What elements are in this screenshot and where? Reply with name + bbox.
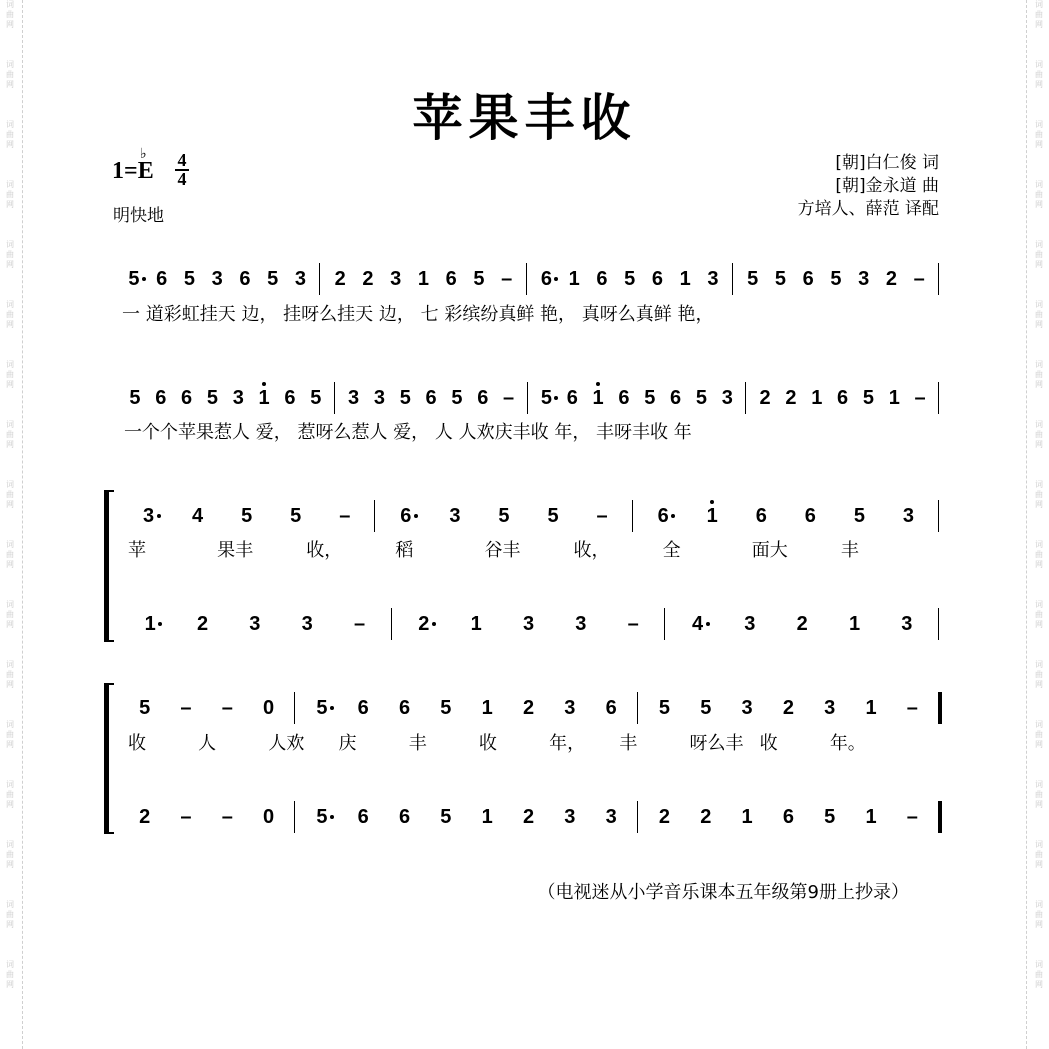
high-octave-dot (262, 382, 266, 386)
jianpu-note: 6 (155, 387, 167, 409)
jianpu-note: 6 (755, 505, 767, 527)
jianpu-note: 6 (596, 268, 608, 290)
barline (938, 263, 939, 295)
jianpu-note: 3 (575, 613, 587, 635)
jianpu-note: 3 (301, 613, 313, 635)
jianpu-note: – (221, 806, 233, 828)
jianpu-note: 6 (357, 806, 369, 828)
watermark-text: 词 曲 网 词 曲 网 词 曲 网 词 曲 网 词 曲 网 词 曲 网 词 曲 网 词 曲 网 词 曲 网 词 曲 网 词 曲 网 词 曲 网 词 曲 网 词 曲 网 词 曲 网 词 曲 网 词 曲 网 (6, 0, 14, 989)
system-4-lyrics: 人欢 (268, 733, 305, 754)
jianpu-note: 5 (498, 505, 510, 527)
augmentation-dot (706, 622, 710, 626)
jianpu-note: 1 (679, 268, 691, 290)
brace-bottom (104, 634, 114, 642)
jianpu-note: 6 (156, 268, 168, 290)
jianpu-note: 4 (691, 613, 704, 635)
system-4-lyrics: 丰 (408, 733, 427, 754)
barline (732, 263, 733, 295)
system-2-lyrics: 一个个苹果惹人 爱， 惹呀么惹人 爱， 人 人欢庆丰收 年， 丰呀丰收 年 (124, 422, 692, 443)
jianpu-note: 6 (804, 505, 816, 527)
jianpu-note: 5 (241, 505, 253, 527)
time-signature (173, 152, 191, 188)
system-3-lyrics: 果丰 (217, 540, 254, 561)
barline (294, 692, 295, 724)
jianpu-note: 3 (522, 613, 535, 635)
augmentation-dot (671, 514, 675, 518)
jianpu-note: 5 (139, 697, 151, 719)
barline (527, 382, 528, 414)
jianpu-note: 2 (700, 806, 712, 828)
system-4-lyrics: 呀么丰 (689, 733, 744, 754)
jianpu-note: 6 (357, 697, 369, 719)
right-watermark-strip (1026, 0, 1049, 1049)
jianpu-note: 5 (547, 505, 559, 527)
jianpu-note: 5 (290, 505, 302, 527)
jianpu-note: 1 (865, 697, 877, 719)
jianpu-note: 5 (473, 268, 485, 290)
barline (637, 801, 638, 833)
jianpu-note: 3 (294, 268, 306, 290)
augmentation-dot (330, 706, 334, 710)
jianpu-note: 6 (782, 806, 794, 828)
system-3-lyrics: 面大 (751, 540, 788, 561)
jianpu-note: 5 (695, 387, 707, 409)
jianpu-note: 3 (373, 387, 385, 409)
system-4-lyrics: 收 (478, 733, 497, 754)
jianpu-note: 5 (774, 268, 786, 290)
jianpu-note: 3 (741, 697, 753, 719)
jianpu-note: 5 (316, 697, 328, 719)
jianpu-note: 6 (802, 268, 814, 290)
lyricist-credit: [朝]白仁俊 词 (835, 153, 939, 173)
jianpu-note: – (906, 697, 918, 719)
time-signature-top: 4 (177, 150, 187, 170)
system-4-lyrics: 收 (759, 733, 778, 754)
jianpu-note: 6 (540, 268, 552, 290)
system-3-lyrics: 稻 (395, 540, 414, 561)
system-4-lyrics: 丰 (619, 733, 638, 754)
jianpu-note: 6 (605, 697, 617, 719)
left-watermark-strip (0, 0, 23, 1049)
system-brace (104, 683, 109, 832)
barline (391, 608, 392, 640)
jianpu-note: 5 (700, 697, 712, 719)
jianpu-note: 6 (477, 387, 489, 409)
jianpu-note: 6 (618, 387, 630, 409)
jianpu-note: 5 (853, 505, 865, 527)
augmentation-dot (554, 277, 558, 281)
barline (294, 801, 295, 833)
jianpu-note: 2 (759, 387, 771, 409)
augmentation-dot (330, 815, 334, 819)
jianpu-note: 5 (267, 268, 279, 290)
jianpu-note: 5 (206, 387, 218, 409)
jianpu-note: 6 (425, 387, 437, 409)
jianpu-note: – (596, 505, 608, 527)
barline (526, 263, 527, 295)
jianpu-note: 2 (658, 806, 670, 828)
jianpu-note: 3 (707, 268, 719, 290)
jianpu-note: 3 (449, 505, 461, 527)
jianpu-note: 3 (142, 505, 155, 527)
jianpu-note: 1 (741, 806, 753, 828)
jianpu-note: 3 (564, 697, 576, 719)
augmentation-dot (432, 622, 436, 626)
jianpu-note: 6 (398, 806, 411, 828)
jianpu-note: 4 (192, 505, 204, 527)
jianpu-note: – (503, 387, 515, 409)
jianpu-note: 6 (284, 387, 296, 409)
jianpu-note: 5 (451, 387, 463, 409)
jianpu-note: – (914, 387, 926, 409)
jianpu-note: 1 (481, 697, 493, 719)
jianpu-note: 3 (564, 806, 576, 828)
brace-top (104, 683, 114, 691)
jianpu-note: 1 (706, 505, 718, 527)
jianpu-note: 1 (568, 268, 580, 290)
jianpu-note: 1 (888, 387, 900, 409)
jianpu-note: 5 (399, 387, 411, 409)
jianpu-note: 1 (592, 387, 604, 409)
jianpu-note: 5 (316, 806, 328, 828)
jianpu-note: 5 (310, 387, 322, 409)
composer-credit: [朝]金永道 曲 (835, 176, 939, 196)
barline (637, 692, 638, 724)
jianpu-note: 2 (796, 613, 808, 635)
jianpu-note: 3 (901, 613, 913, 635)
song-title: 苹果丰收 (412, 88, 637, 147)
jianpu-note: – (339, 505, 351, 527)
system-3-lyrics: 收， (573, 540, 610, 561)
jianpu-note: 1 (865, 806, 877, 828)
jianpu-note: – (180, 697, 192, 719)
key-signature (112, 147, 154, 185)
key-note: E (137, 158, 154, 184)
jianpu-note: 2 (522, 697, 535, 719)
jianpu-note: – (913, 268, 925, 290)
jianpu-note: 1 (258, 387, 270, 409)
jianpu-note: 3 (858, 268, 870, 290)
jianpu-note: 5 (540, 387, 552, 409)
barline (938, 500, 939, 532)
jianpu-note: 5 (824, 806, 836, 828)
jianpu-note: 5 (830, 268, 842, 290)
jianpu-note: 5 (128, 268, 140, 290)
jianpu-note: 3 (211, 268, 223, 290)
jianpu-note: 5 (183, 268, 195, 290)
system-4-lyrics: 人 (198, 733, 217, 754)
system-1-lyrics: 一 道彩虹挂天 边， 挂呀么挂天 边， 七 彩缤纷真鲜 艳， 真呀么真鲜 艳， (122, 304, 714, 325)
flat-symbol: ♭ (140, 147, 147, 162)
barline (319, 263, 320, 295)
system-4-lyrics: 收 (128, 733, 146, 754)
system-3-lyrics: 全 (662, 540, 681, 561)
jianpu-note: – (627, 613, 639, 635)
jianpu-note: 3 (744, 613, 756, 635)
brace-bottom (104, 826, 114, 834)
jianpu-note: 3 (605, 806, 617, 828)
barline (632, 500, 633, 532)
tempo-marking: 明快地 (113, 206, 164, 226)
system-4-lyrics: 年。 (829, 733, 866, 754)
jianpu-note: 0 (263, 806, 275, 828)
barline (374, 500, 375, 532)
jianpu-note: 2 (785, 387, 797, 409)
jianpu-note: 3 (249, 613, 261, 635)
high-octave-dot (710, 500, 714, 504)
system-brace (104, 490, 109, 640)
barline (745, 382, 746, 414)
jianpu-note: – (353, 613, 366, 635)
jianpu-note: 2 (334, 268, 346, 290)
system-3-lyrics: 收， (306, 540, 343, 561)
jianpu-note: – (180, 806, 192, 828)
barline (938, 382, 939, 414)
jianpu-note: 1 (848, 613, 861, 635)
jianpu-note: 2 (139, 806, 151, 828)
system-4-lyrics: 年， (549, 733, 586, 754)
jianpu-note: 2 (196, 613, 209, 635)
jianpu-note: 6 (670, 387, 682, 409)
jianpu-note: 1 (417, 268, 429, 290)
jianpu-note: 0 (263, 697, 275, 719)
jianpu-note: – (906, 806, 918, 828)
jianpu-note: 6 (566, 387, 578, 409)
jianpu-note: 6 (181, 387, 193, 409)
system-3-lyrics: 苹 (128, 540, 146, 561)
jianpu-note: 5 (129, 387, 141, 409)
jianpu-note: 2 (782, 697, 794, 719)
jianpu-note: 2 (885, 268, 897, 290)
augmentation-dot (158, 622, 162, 626)
jianpu-note: 6 (651, 268, 663, 290)
jianpu-note: 3 (824, 697, 836, 719)
barline (664, 608, 665, 640)
watermark-text: 词 曲 网 词 曲 网 词 曲 网 词 曲 网 词 曲 网 词 曲 网 词 曲 网 词 曲 网 词 曲 网 词 曲 网 词 曲 网 词 曲 网 词 曲 网 词 曲 网 词 曲 网 词 曲 网 词 曲 网 (1035, 0, 1043, 989)
jianpu-note: 1 (470, 613, 482, 635)
augmentation-dot (554, 396, 558, 400)
arranger-credit: 方培人、薛范 译配 (797, 199, 939, 219)
jianpu-note: 5 (747, 268, 759, 290)
system-3-lyrics: 谷丰 (484, 540, 521, 561)
source-note: （电视迷从小学音乐课本五年级第9册上抄录） (537, 882, 909, 903)
augmentation-dot (157, 514, 161, 518)
barline (334, 382, 335, 414)
jianpu-note: 3 (232, 387, 244, 409)
jianpu-note: 3 (902, 505, 915, 527)
jianpu-note: 2 (522, 806, 535, 828)
jianpu-note: 5 (658, 697, 670, 719)
credits (798, 152, 939, 221)
jianpu-note: 6 (657, 505, 669, 527)
barline (938, 692, 942, 724)
barline (938, 801, 942, 833)
augmentation-dot (414, 514, 418, 518)
jianpu-note: 2 (418, 613, 430, 635)
jianpu-note: – (221, 697, 233, 719)
high-octave-dot (596, 382, 600, 386)
augmentation-dot (142, 277, 146, 281)
jianpu-note: 5 (862, 387, 874, 409)
jianpu-note: 1 (144, 613, 156, 635)
jianpu-note: 3 (721, 387, 733, 409)
jianpu-note: 6 (837, 387, 849, 409)
jianpu-note: 1 (481, 806, 493, 828)
jianpu-note: – (501, 268, 513, 290)
jianpu-note: 6 (400, 505, 412, 527)
time-signature-bottom: 4 (177, 169, 187, 189)
jianpu-note: 6 (398, 697, 411, 719)
jianpu-note: 5 (644, 387, 656, 409)
jianpu-note: 3 (390, 268, 402, 290)
jianpu-note: 3 (348, 387, 360, 409)
key-prefix: 1= (112, 158, 138, 184)
brace-top (104, 490, 114, 498)
jianpu-note: 2 (362, 268, 374, 290)
jianpu-note: 5 (440, 806, 452, 828)
jianpu-note: 6 (445, 268, 457, 290)
jianpu-note: 1 (811, 387, 823, 409)
barline (938, 608, 939, 640)
jianpu-note: 5 (440, 697, 452, 719)
jianpu-note: 5 (624, 268, 636, 290)
system-4-lyrics: 庆 (338, 733, 357, 754)
jianpu-note: 6 (239, 268, 251, 290)
system-3-lyrics: 丰 (840, 540, 859, 561)
